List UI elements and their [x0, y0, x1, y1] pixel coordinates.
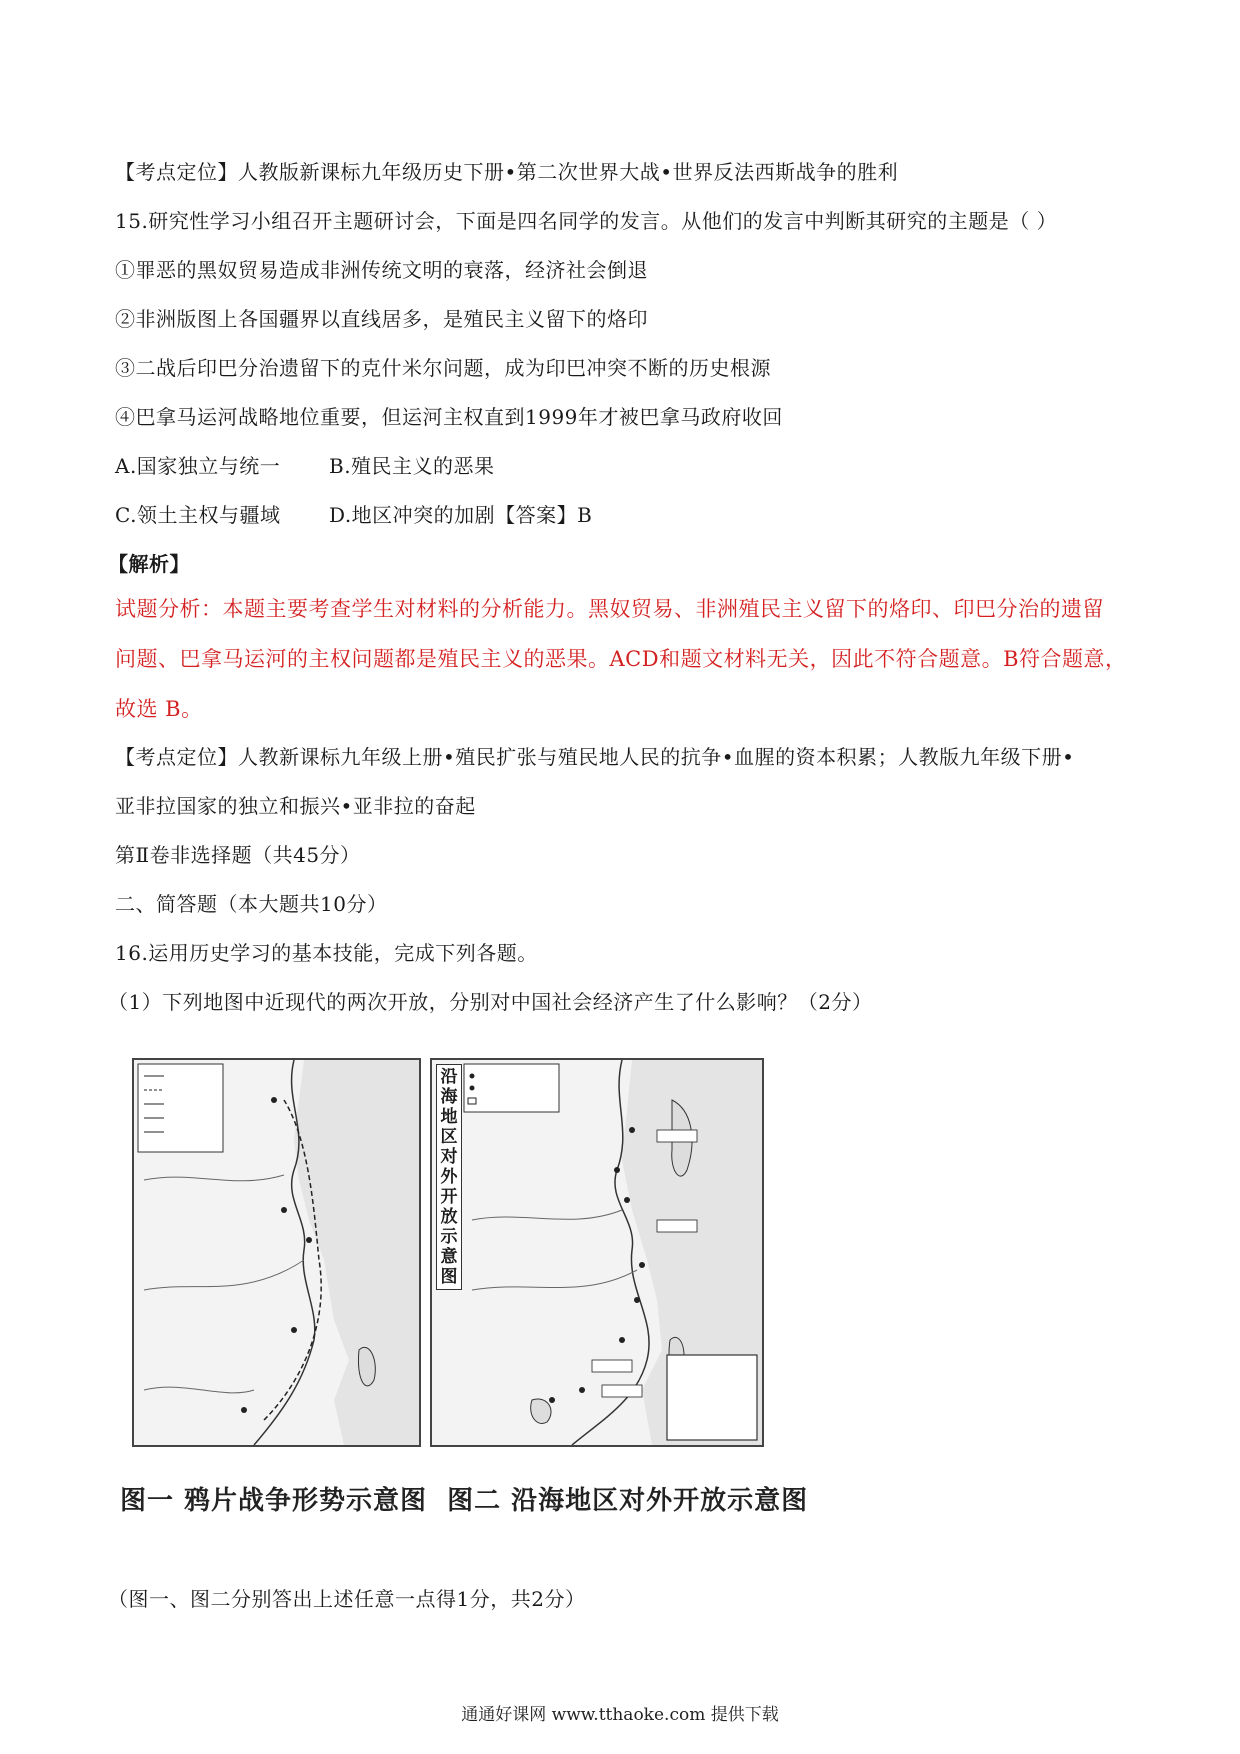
options-row-1 [115, 452, 495, 480]
option-a: A.国家独立与统一 [115, 454, 281, 478]
option-b: B.殖民主义的恶果 [329, 454, 495, 478]
statement-3: ③二战后印巴分治遗留下的克什米尔问题，成为印巴冲突不断的历史根源 [115, 356, 771, 380]
opium-war-map-drawing [134, 1060, 419, 1445]
coastal-map-title: 沿海地区对外开放示意图 [436, 1064, 462, 1290]
section-heading: 二、简答题（本大题共10分） [115, 892, 388, 916]
question-15-stem: 15.研究性学习小组召开主题研讨会，下面是四名同学的发言。从他们的发言中判断其研究的主题是（ ） [115, 209, 1058, 233]
options-row-2 [115, 501, 592, 529]
scoring-note: （图一、图二分别答出上述任意一点得1分，共2分） [108, 1587, 586, 1611]
statement-4: ④巴拿马运河战略地位重要，但运河主权直到1999年才被巴拿马政府收回 [115, 405, 783, 429]
caption-figure-1: 图一 鸦片战争形势示意图 [120, 1486, 428, 1516]
kaodian-q15-line-2: 亚非拉国家的独立和振兴•亚非拉的奋起 [115, 794, 476, 818]
analysis-line-1: 试题分析：本题主要考查学生对材料的分析能力。黑奴贸易、非洲殖民主义留下的烙印、印巴分治的遗留 [115, 597, 1104, 621]
statement-1: ①罪恶的黑奴贸易造成非洲传统文明的衰落，经济社会倒退 [115, 258, 648, 282]
question-16-stem: 16.运用历史学习的基本技能，完成下列各题。 [115, 941, 538, 965]
statement-2: ②非洲版图上各国疆界以直线居多，是殖民主义留下的烙印 [115, 307, 648, 331]
option-c: C.领土主权与疆域 [115, 503, 281, 527]
analysis-line-3: 故选 B。 [115, 697, 203, 721]
kaodian-q15-line-1: 【考点定位】人教新课标九年级上册•殖民扩张与殖民地人民的抗争•血腥的资本积累；人教版九年级下册• [115, 745, 1075, 769]
question-16-sub-1: （1）下列地图中近现代的两次开放，分别对中国社会经济产生了什么影响？（2分） [108, 990, 873, 1014]
map-figure [112, 1040, 809, 1520]
coastal-opening-map [430, 1058, 764, 1447]
analysis-heading: 【解析】 [108, 552, 190, 576]
figure-caption [120, 1480, 828, 1517]
section-juan-2: 第Ⅱ卷非选择题（共45分） [115, 843, 361, 867]
opium-war-map [132, 1058, 421, 1447]
page-footer: 通通好课网 www.tthaoke.com 提供下载 [461, 1705, 779, 1725]
kaodian-q14: 【考点定位】人教版新课标九年级历史下册•第二次世界大战•世界反法西斯战争的胜利 [115, 160, 899, 184]
coastal-opening-map-drawing [432, 1060, 762, 1445]
option-d-and-answer: D.地区冲突的加剧【答案】B [329, 503, 593, 527]
analysis-line-2: 问题、巴拿马运河的主权问题都是殖民主义的恶果。ACD和题文材料无关，因此不符合题意。B符合题意， [115, 647, 1127, 671]
caption-figure-2: 图二 沿海地区对外开放示意图 [447, 1486, 809, 1516]
